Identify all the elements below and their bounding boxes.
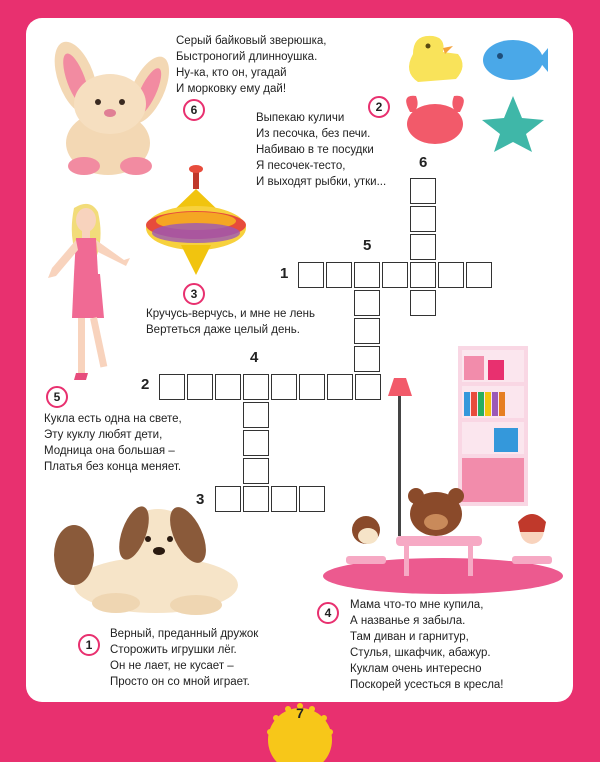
crossword-cell-word-6[interactable] <box>410 206 436 232</box>
riddle-line: Серый байковый зверюшка, <box>176 35 327 47</box>
clue-number-5: 5 <box>363 237 372 254</box>
riddle-3-text <box>146 306 315 338</box>
crossword-cell-word-1[interactable] <box>354 262 380 288</box>
riddle-line: Выпекаю куличи <box>256 112 345 124</box>
crossword-cell-word-1[interactable] <box>298 262 324 288</box>
riddle-line: Кукла есть одна на свете, <box>44 413 182 425</box>
crossword-cell-word-4[interactable] <box>243 430 269 456</box>
crossword-cell-word-2[interactable] <box>243 374 269 400</box>
clue-number-1: 1 <box>280 265 289 282</box>
riddle-1-number: 1 <box>78 634 100 656</box>
riddle-line: А названье я забыла. <box>350 615 466 627</box>
riddle-line: Набиваю в те посудки <box>256 144 374 156</box>
worksheet-page <box>26 18 573 702</box>
crossword-cell-word-5[interactable] <box>354 290 380 316</box>
riddle-3-number: 3 <box>183 283 205 305</box>
clue-number-2: 2 <box>141 376 150 393</box>
riddle-line: Просто он со мной играет. <box>110 676 250 688</box>
riddle-line: Вертеться даже целый день. <box>146 324 300 336</box>
riddle-line: Стулья, шкафчик, абажур. <box>350 647 491 659</box>
riddle-line: Кручусь-верчусь, и мне не лень <box>146 308 316 320</box>
clue-number-3: 3 <box>196 491 205 508</box>
clue-number-6: 6 <box>419 154 428 171</box>
riddle-line: Я песочек-тесто, <box>256 160 346 172</box>
riddle-line: Сторожить игрушки лёг. <box>110 644 237 656</box>
riddle-line: И морковку ему дай! <box>176 83 287 95</box>
page-number: 7 <box>296 705 304 721</box>
crossword-cell-word-4[interactable] <box>243 402 269 428</box>
riddle-line: Куклам очень интересно <box>350 663 482 675</box>
crossword-cell-word-6[interactable] <box>410 290 436 316</box>
spinning-top-illustration <box>141 163 251 283</box>
crossword-cell-word-2[interactable] <box>271 374 297 400</box>
crossword-cell-word-1[interactable] <box>382 262 408 288</box>
riddle-2-number: 2 <box>368 96 390 118</box>
crossword-cell-word-3[interactable] <box>271 486 297 512</box>
riddle-line: Мама что-то мне купила, <box>350 599 484 611</box>
riddle-line: Быстроногий длинноушка. <box>176 51 318 63</box>
riddle-line: Верный, преданный дружок <box>110 628 259 640</box>
rabbit-toy-illustration <box>36 38 176 178</box>
crossword-cell-word-3[interactable] <box>243 486 269 512</box>
crossword-cell-word-5[interactable] <box>354 318 380 344</box>
riddle-line: Он не лает, не кусает – <box>110 660 234 672</box>
riddle-6-number: 6 <box>183 99 205 121</box>
riddle-5-text <box>44 411 182 475</box>
riddle-line: Модница она большая – <box>44 445 175 457</box>
crossword-cell-word-2[interactable] <box>159 374 185 400</box>
riddle-line: Ну-ка, кто он, угадай <box>176 67 287 79</box>
crossword-cell-word-6[interactable] <box>410 234 436 260</box>
riddle-line: И выходят рыбки, утки... <box>256 176 387 188</box>
crossword-cell-word-1[interactable] <box>466 262 492 288</box>
riddle-line: Из песочка, без печи. <box>256 128 371 140</box>
clue-number-4: 4 <box>250 349 259 366</box>
riddle-line: Эту куклу любят дети, <box>44 429 163 441</box>
riddle-line: Поскорей усесться в кресла! <box>350 679 504 691</box>
riddle-6-text <box>176 33 326 97</box>
crossword-cell-word-1[interactable] <box>438 262 464 288</box>
riddle-1-text <box>110 626 258 690</box>
riddle-4-text <box>350 597 504 693</box>
riddle-line: Платья без конца меняет. <box>44 461 182 473</box>
crossword-cell-word-1[interactable] <box>326 262 352 288</box>
doll-furniture-illustration <box>318 346 564 596</box>
crossword-cell-word-2[interactable] <box>187 374 213 400</box>
riddle-2-text <box>256 110 386 190</box>
riddle-line: Там диван и гарнитур, <box>350 631 469 643</box>
riddle-4-number: 4 <box>317 602 339 624</box>
crossword-cell-word-6[interactable] <box>410 178 436 204</box>
crossword-cell-word-4[interactable] <box>243 458 269 484</box>
riddle-5-number: 5 <box>46 386 68 408</box>
crossword-cell-word-1[interactable] <box>410 262 436 288</box>
doll-illustration <box>38 198 138 388</box>
crossword-cell-word-2[interactable] <box>215 374 241 400</box>
sand-molds-illustration <box>398 24 548 152</box>
puppy-toy-illustration <box>46 493 246 618</box>
